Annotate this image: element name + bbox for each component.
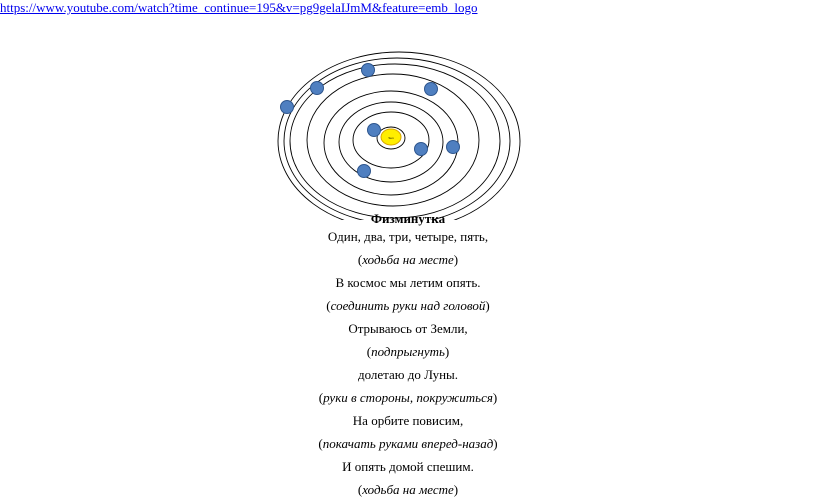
planet xyxy=(311,82,324,95)
poem-title: Физминутка xyxy=(370,211,446,226)
planet xyxy=(362,64,375,77)
solar-system-diagram xyxy=(0,0,816,220)
youtube-link[interactable]: https://www.youtube.com/watch?time_continue=195&v=pg9gelaIJmM&feature=emb_logo xyxy=(0,0,478,15)
poem-instruction: (руки в стороны, покружиться) xyxy=(318,390,498,405)
poem-line: И опять домой спешим. xyxy=(342,459,474,474)
planet xyxy=(425,83,438,96)
sun-label: Sun xyxy=(388,136,394,140)
poem-line: В космос мы летим опять. xyxy=(335,275,481,290)
planet xyxy=(368,124,381,137)
poem-line: долетаю до Луны. xyxy=(357,367,459,382)
poem-instruction: (соединить руки над головой) xyxy=(326,298,490,313)
poem-instruction: (подпрыгнуть) xyxy=(366,344,450,359)
poem-instruction: (ходьба на месте) xyxy=(357,482,459,497)
poem-line: На орбите повисим, xyxy=(352,413,464,428)
poem-instruction: (ходьба на месте) xyxy=(357,252,459,267)
planet xyxy=(358,165,371,178)
poem-line: Отрываюсь от Земли, xyxy=(348,321,468,336)
poem-instruction: (покачать руками вперед-назад) xyxy=(318,436,498,451)
planet xyxy=(447,141,460,154)
planet xyxy=(415,143,428,156)
poem-line: Один, два, три, четыре, пять, xyxy=(327,229,489,244)
planet xyxy=(281,101,294,114)
